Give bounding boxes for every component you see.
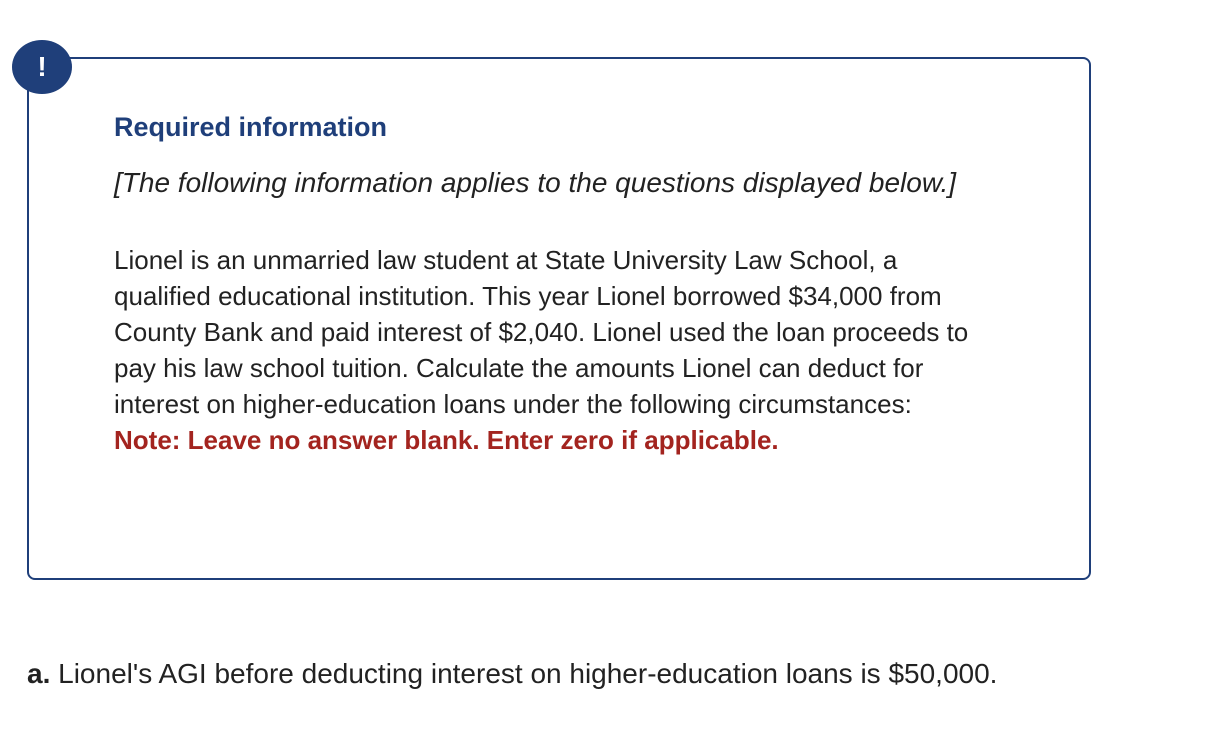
info-note: Note: Leave no answer blank. Enter zero if applicable.: [114, 425, 779, 455]
required-information-panel: [27, 57, 1091, 580]
question-letter: a.: [27, 658, 51, 689]
info-intro: [The following information applies to the questions displayed below.]: [114, 167, 957, 198]
exclamation-icon: [12, 40, 72, 94]
info-body-text: Lionel is an unmarried law student at State University Law School, a qualified educational institution. This year Lionel borrowed $34,000 from County Bank and paid interest of $2,040. Lionel used the loan proceeds to pay his law school tuition. Calculate the amounts Lionel can deduct for interest on higher-education loans under the following circumstances:: [114, 245, 969, 419]
question-a: [27, 656, 997, 692]
exclamation-glyph: !: [37, 51, 47, 82]
info-title: Required information: [114, 112, 388, 142]
info-content: [114, 111, 994, 458]
info-body-wrapper: [114, 242, 994, 458]
question-text: Lionel's AGI before deducting interest on higher-education loans is $50,000.: [58, 658, 998, 689]
